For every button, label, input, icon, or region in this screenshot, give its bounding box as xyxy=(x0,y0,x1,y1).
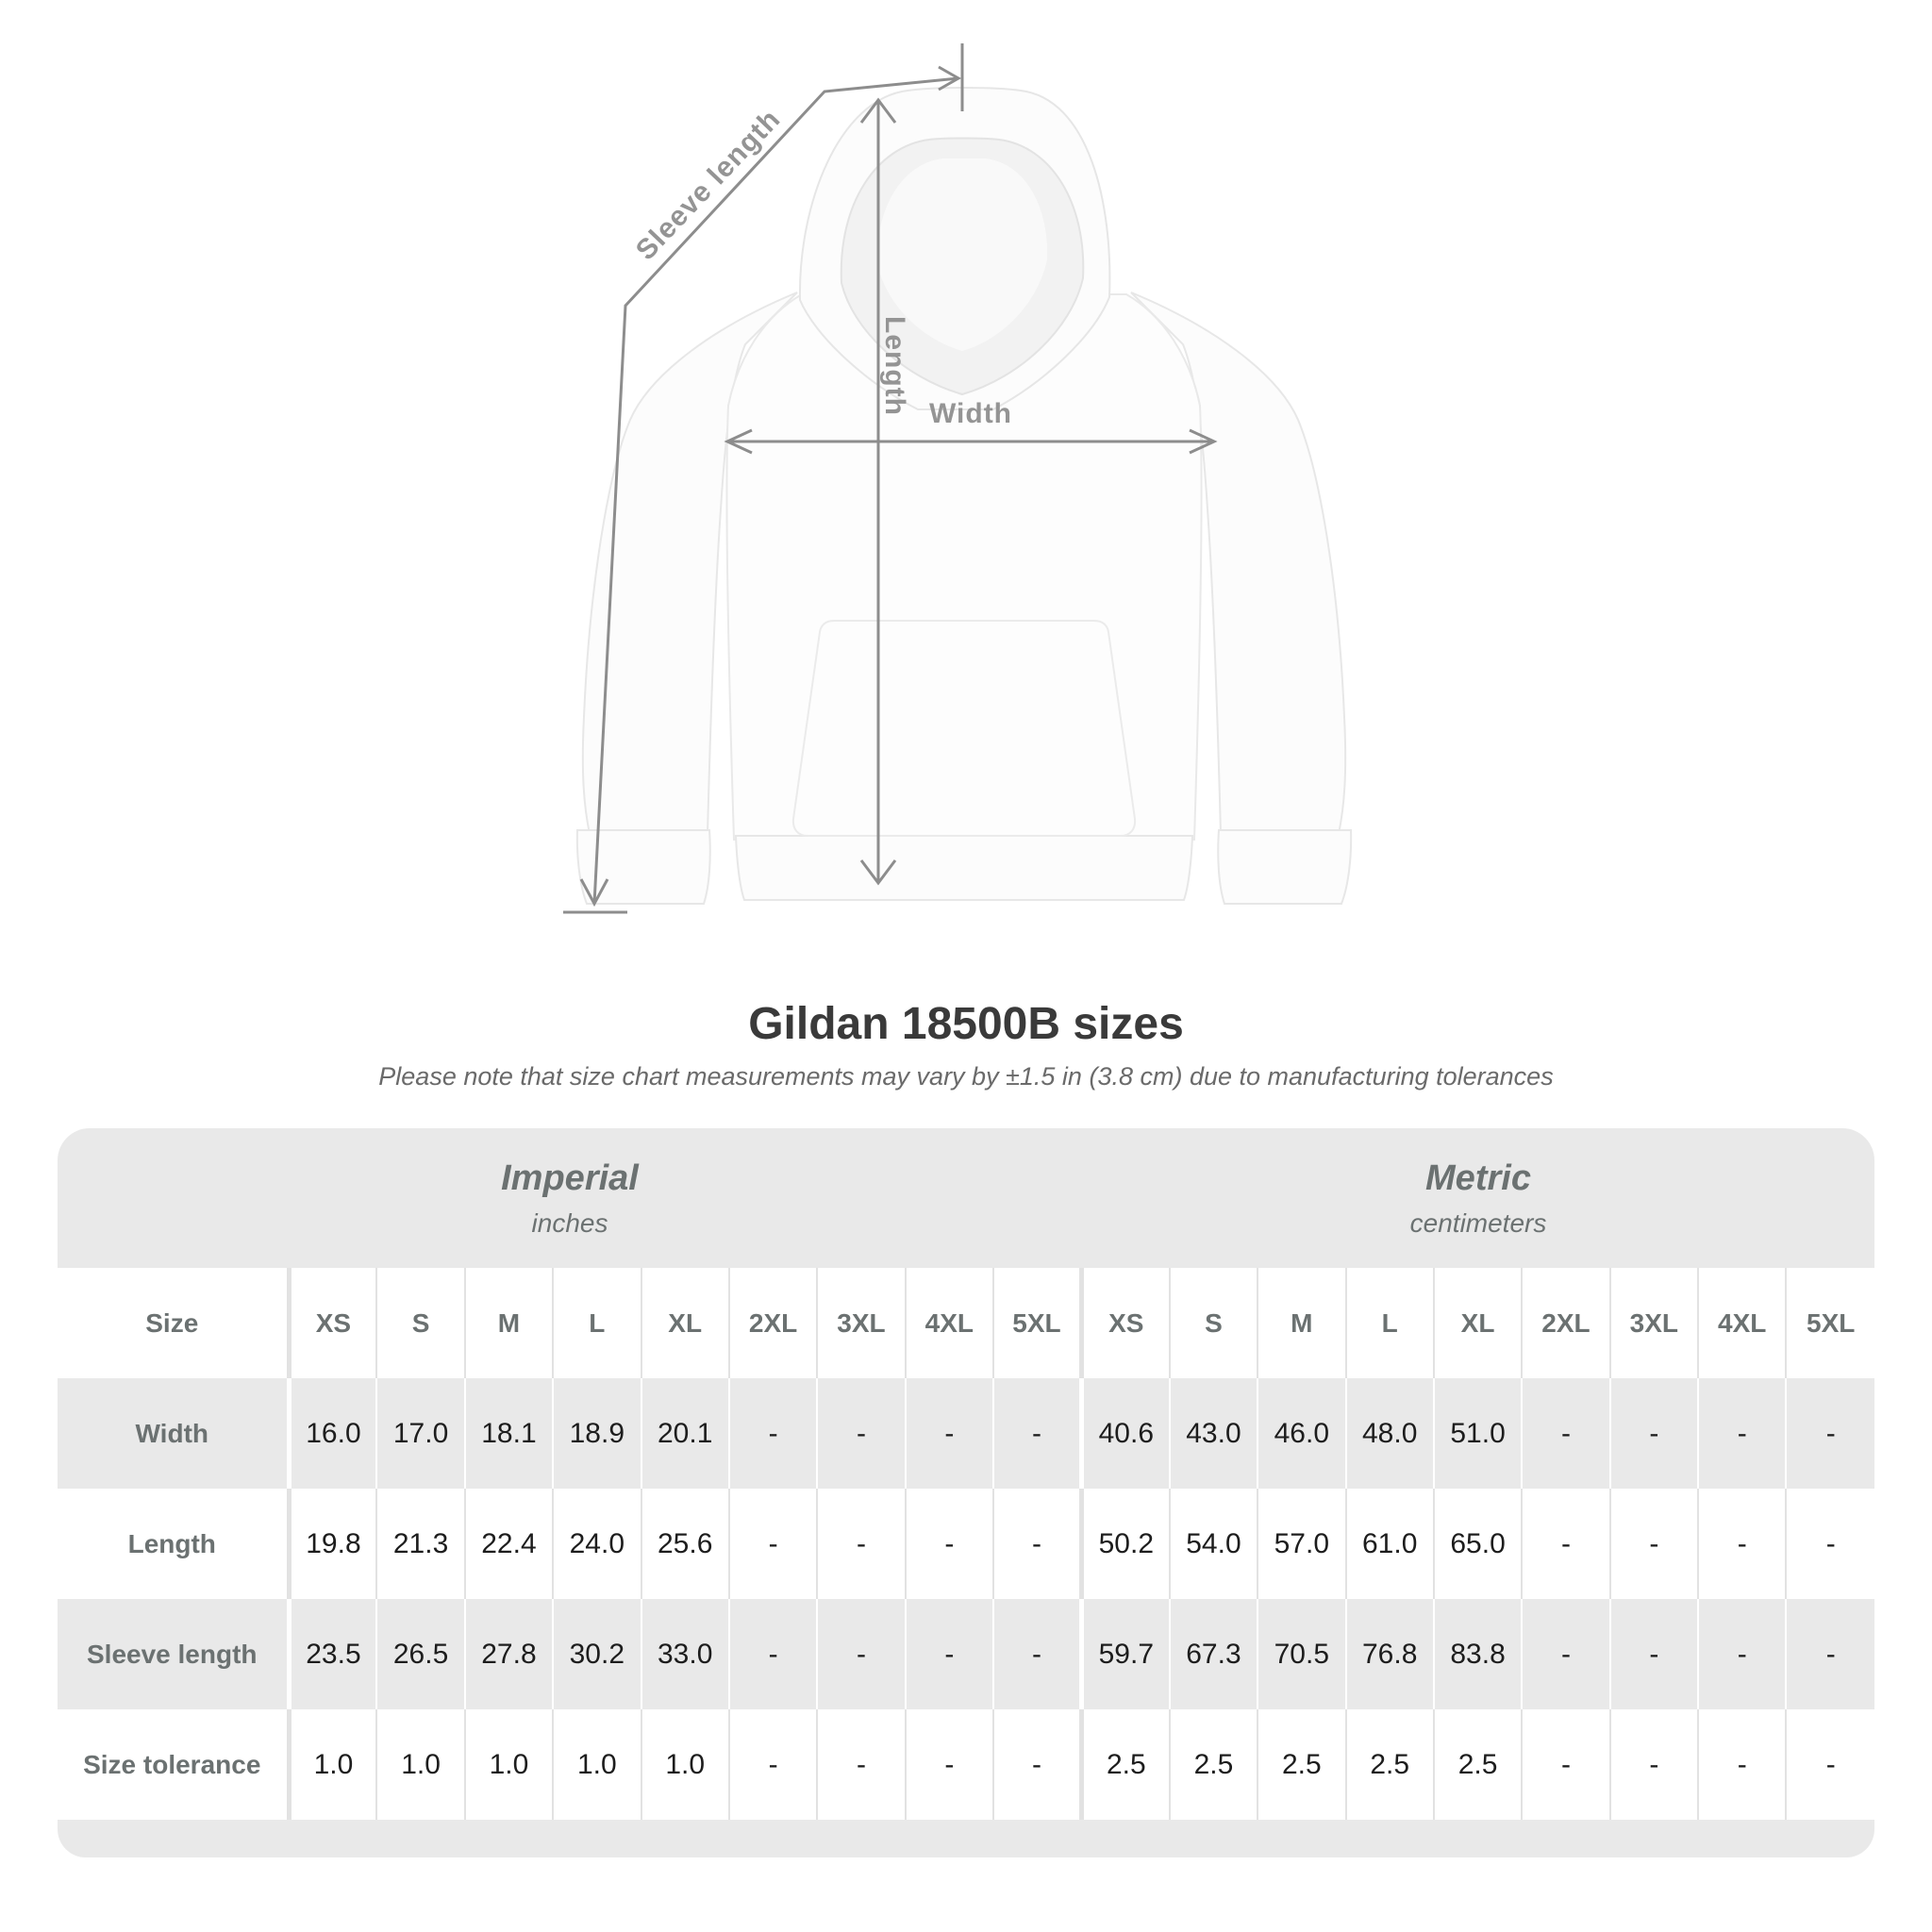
metric-value: 76.8 xyxy=(1346,1599,1434,1709)
imperial-value: 19.8 xyxy=(289,1489,376,1599)
metric-value: 2.5 xyxy=(1346,1709,1434,1820)
imperial-group-label: Imperial xyxy=(501,1158,639,1198)
metric-value: 40.6 xyxy=(1081,1378,1169,1489)
metric-size-5xl: 5XL xyxy=(1786,1268,1874,1378)
imperial-value: - xyxy=(729,1709,817,1820)
metric-size-l: L xyxy=(1346,1268,1434,1378)
metric-value: - xyxy=(1522,1599,1609,1709)
metric-value: - xyxy=(1698,1378,1786,1489)
imperial-value: 1.0 xyxy=(641,1709,729,1820)
metric-group-label: Metric xyxy=(1425,1158,1531,1198)
metric-unit-label: centimeters xyxy=(1409,1208,1547,1238)
metric-value: - xyxy=(1698,1489,1786,1599)
imperial-value: - xyxy=(729,1489,817,1599)
imperial-size-5xl: 5XL xyxy=(993,1268,1081,1378)
imperial-value: 25.6 xyxy=(641,1489,729,1599)
metric-value: - xyxy=(1522,1489,1609,1599)
row-label: Size tolerance xyxy=(58,1709,289,1820)
metric-value: 51.0 xyxy=(1434,1378,1522,1489)
metric-value: - xyxy=(1786,1378,1874,1489)
imperial-value: 27.8 xyxy=(465,1599,553,1709)
metric-value: 2.5 xyxy=(1257,1709,1345,1820)
metric-value: 2.5 xyxy=(1081,1709,1169,1820)
imperial-size-s: S xyxy=(376,1268,464,1378)
metric-value: - xyxy=(1786,1489,1874,1599)
imperial-value: 22.4 xyxy=(465,1489,553,1599)
metric-value: - xyxy=(1786,1599,1874,1709)
metric-value: - xyxy=(1610,1709,1698,1820)
imperial-size-4xl: 4XL xyxy=(906,1268,993,1378)
imperial-value: - xyxy=(817,1489,905,1599)
imperial-value: - xyxy=(906,1489,993,1599)
imperial-value: 18.9 xyxy=(553,1378,641,1489)
metric-value: 61.0 xyxy=(1346,1489,1434,1599)
metric-value: 65.0 xyxy=(1434,1489,1522,1599)
size-chart-table xyxy=(58,1268,1874,1820)
metric-size-xs: XS xyxy=(1081,1268,1169,1378)
imperial-value: - xyxy=(993,1709,1081,1820)
metric-size-xl: XL xyxy=(1434,1268,1522,1378)
metric-value: 2.5 xyxy=(1434,1709,1522,1820)
imperial-value: - xyxy=(817,1378,905,1489)
imperial-size-m: M xyxy=(465,1268,553,1378)
imperial-value: 1.0 xyxy=(289,1709,376,1820)
size-chart-card xyxy=(58,1128,1874,1857)
metric-value: 43.0 xyxy=(1170,1378,1257,1489)
length-label: Length xyxy=(879,316,911,416)
imperial-value: 1.0 xyxy=(553,1709,641,1820)
imperial-size-xl: XL xyxy=(641,1268,729,1378)
metric-value: 48.0 xyxy=(1346,1378,1434,1489)
table-row xyxy=(58,1599,1874,1709)
imperial-value: 21.3 xyxy=(376,1489,464,1599)
metric-value: 57.0 xyxy=(1257,1489,1345,1599)
imperial-size-3xl: 3XL xyxy=(817,1268,905,1378)
imperial-value: 30.2 xyxy=(553,1599,641,1709)
imperial-value: 26.5 xyxy=(376,1599,464,1709)
unit-group-header xyxy=(58,1128,1874,1268)
imperial-value: - xyxy=(906,1378,993,1489)
metric-value: - xyxy=(1698,1599,1786,1709)
sleeve-length-label: Sleeve length xyxy=(629,103,787,267)
imperial-value: - xyxy=(993,1599,1081,1709)
tolerance-note: Please note that size chart measurements may vary by ±1.5 in (3.8 cm) due to manufacturing tolerances xyxy=(378,1062,1554,1091)
imperial-value: 1.0 xyxy=(465,1709,553,1820)
size-column-header: Size xyxy=(58,1268,289,1378)
row-label: Width xyxy=(58,1378,289,1489)
metric-size-m: M xyxy=(1257,1268,1345,1378)
imperial-value: 17.0 xyxy=(376,1378,464,1489)
table-row xyxy=(58,1709,1874,1820)
metric-value: 70.5 xyxy=(1257,1599,1345,1709)
row-label: Length xyxy=(58,1489,289,1599)
metric-value: - xyxy=(1610,1599,1698,1709)
metric-value: 54.0 xyxy=(1170,1489,1257,1599)
table-row xyxy=(58,1489,1874,1599)
metric-value: 50.2 xyxy=(1081,1489,1169,1599)
metric-value: 46.0 xyxy=(1257,1378,1345,1489)
imperial-value: 20.1 xyxy=(641,1378,729,1489)
imperial-value: 33.0 xyxy=(641,1599,729,1709)
metric-size-s: S xyxy=(1170,1268,1257,1378)
imperial-value: - xyxy=(906,1709,993,1820)
imperial-value: - xyxy=(993,1489,1081,1599)
table-row xyxy=(58,1378,1874,1489)
metric-group-header xyxy=(1082,1158,1874,1239)
imperial-size-xs: XS xyxy=(289,1268,376,1378)
metric-value: 83.8 xyxy=(1434,1599,1522,1709)
imperial-value: 23.5 xyxy=(289,1599,376,1709)
imperial-value: - xyxy=(729,1599,817,1709)
metric-value: - xyxy=(1522,1709,1609,1820)
imperial-value: - xyxy=(906,1599,993,1709)
metric-value: - xyxy=(1698,1709,1786,1820)
metric-value: - xyxy=(1610,1378,1698,1489)
imperial-value: 1.0 xyxy=(376,1709,464,1820)
metric-value: 59.7 xyxy=(1081,1599,1169,1709)
imperial-value: - xyxy=(993,1378,1081,1489)
metric-value: 67.3 xyxy=(1170,1599,1257,1709)
size-header-row xyxy=(58,1268,1874,1378)
metric-size-3xl: 3XL xyxy=(1610,1268,1698,1378)
imperial-size-2xl: 2XL xyxy=(729,1268,817,1378)
page-title: Gildan 18500B sizes xyxy=(748,999,1184,1049)
imperial-value: 18.1 xyxy=(465,1378,553,1489)
imperial-value: 24.0 xyxy=(553,1489,641,1599)
metric-size-4xl: 4XL xyxy=(1698,1268,1786,1378)
imperial-group-header xyxy=(58,1158,1082,1239)
imperial-value: 16.0 xyxy=(289,1378,376,1489)
row-label: Sleeve length xyxy=(58,1599,289,1709)
metric-value: - xyxy=(1522,1378,1609,1489)
imperial-unit-label: inches xyxy=(531,1208,608,1238)
metric-value: - xyxy=(1610,1489,1698,1599)
imperial-value: - xyxy=(817,1599,905,1709)
metric-value: - xyxy=(1786,1709,1874,1820)
imperial-size-l: L xyxy=(553,1268,641,1378)
metric-size-2xl: 2XL xyxy=(1522,1268,1609,1378)
imperial-value: - xyxy=(817,1709,905,1820)
metric-value: 2.5 xyxy=(1170,1709,1257,1820)
width-label: Width xyxy=(928,398,1013,429)
imperial-value: - xyxy=(729,1378,817,1489)
